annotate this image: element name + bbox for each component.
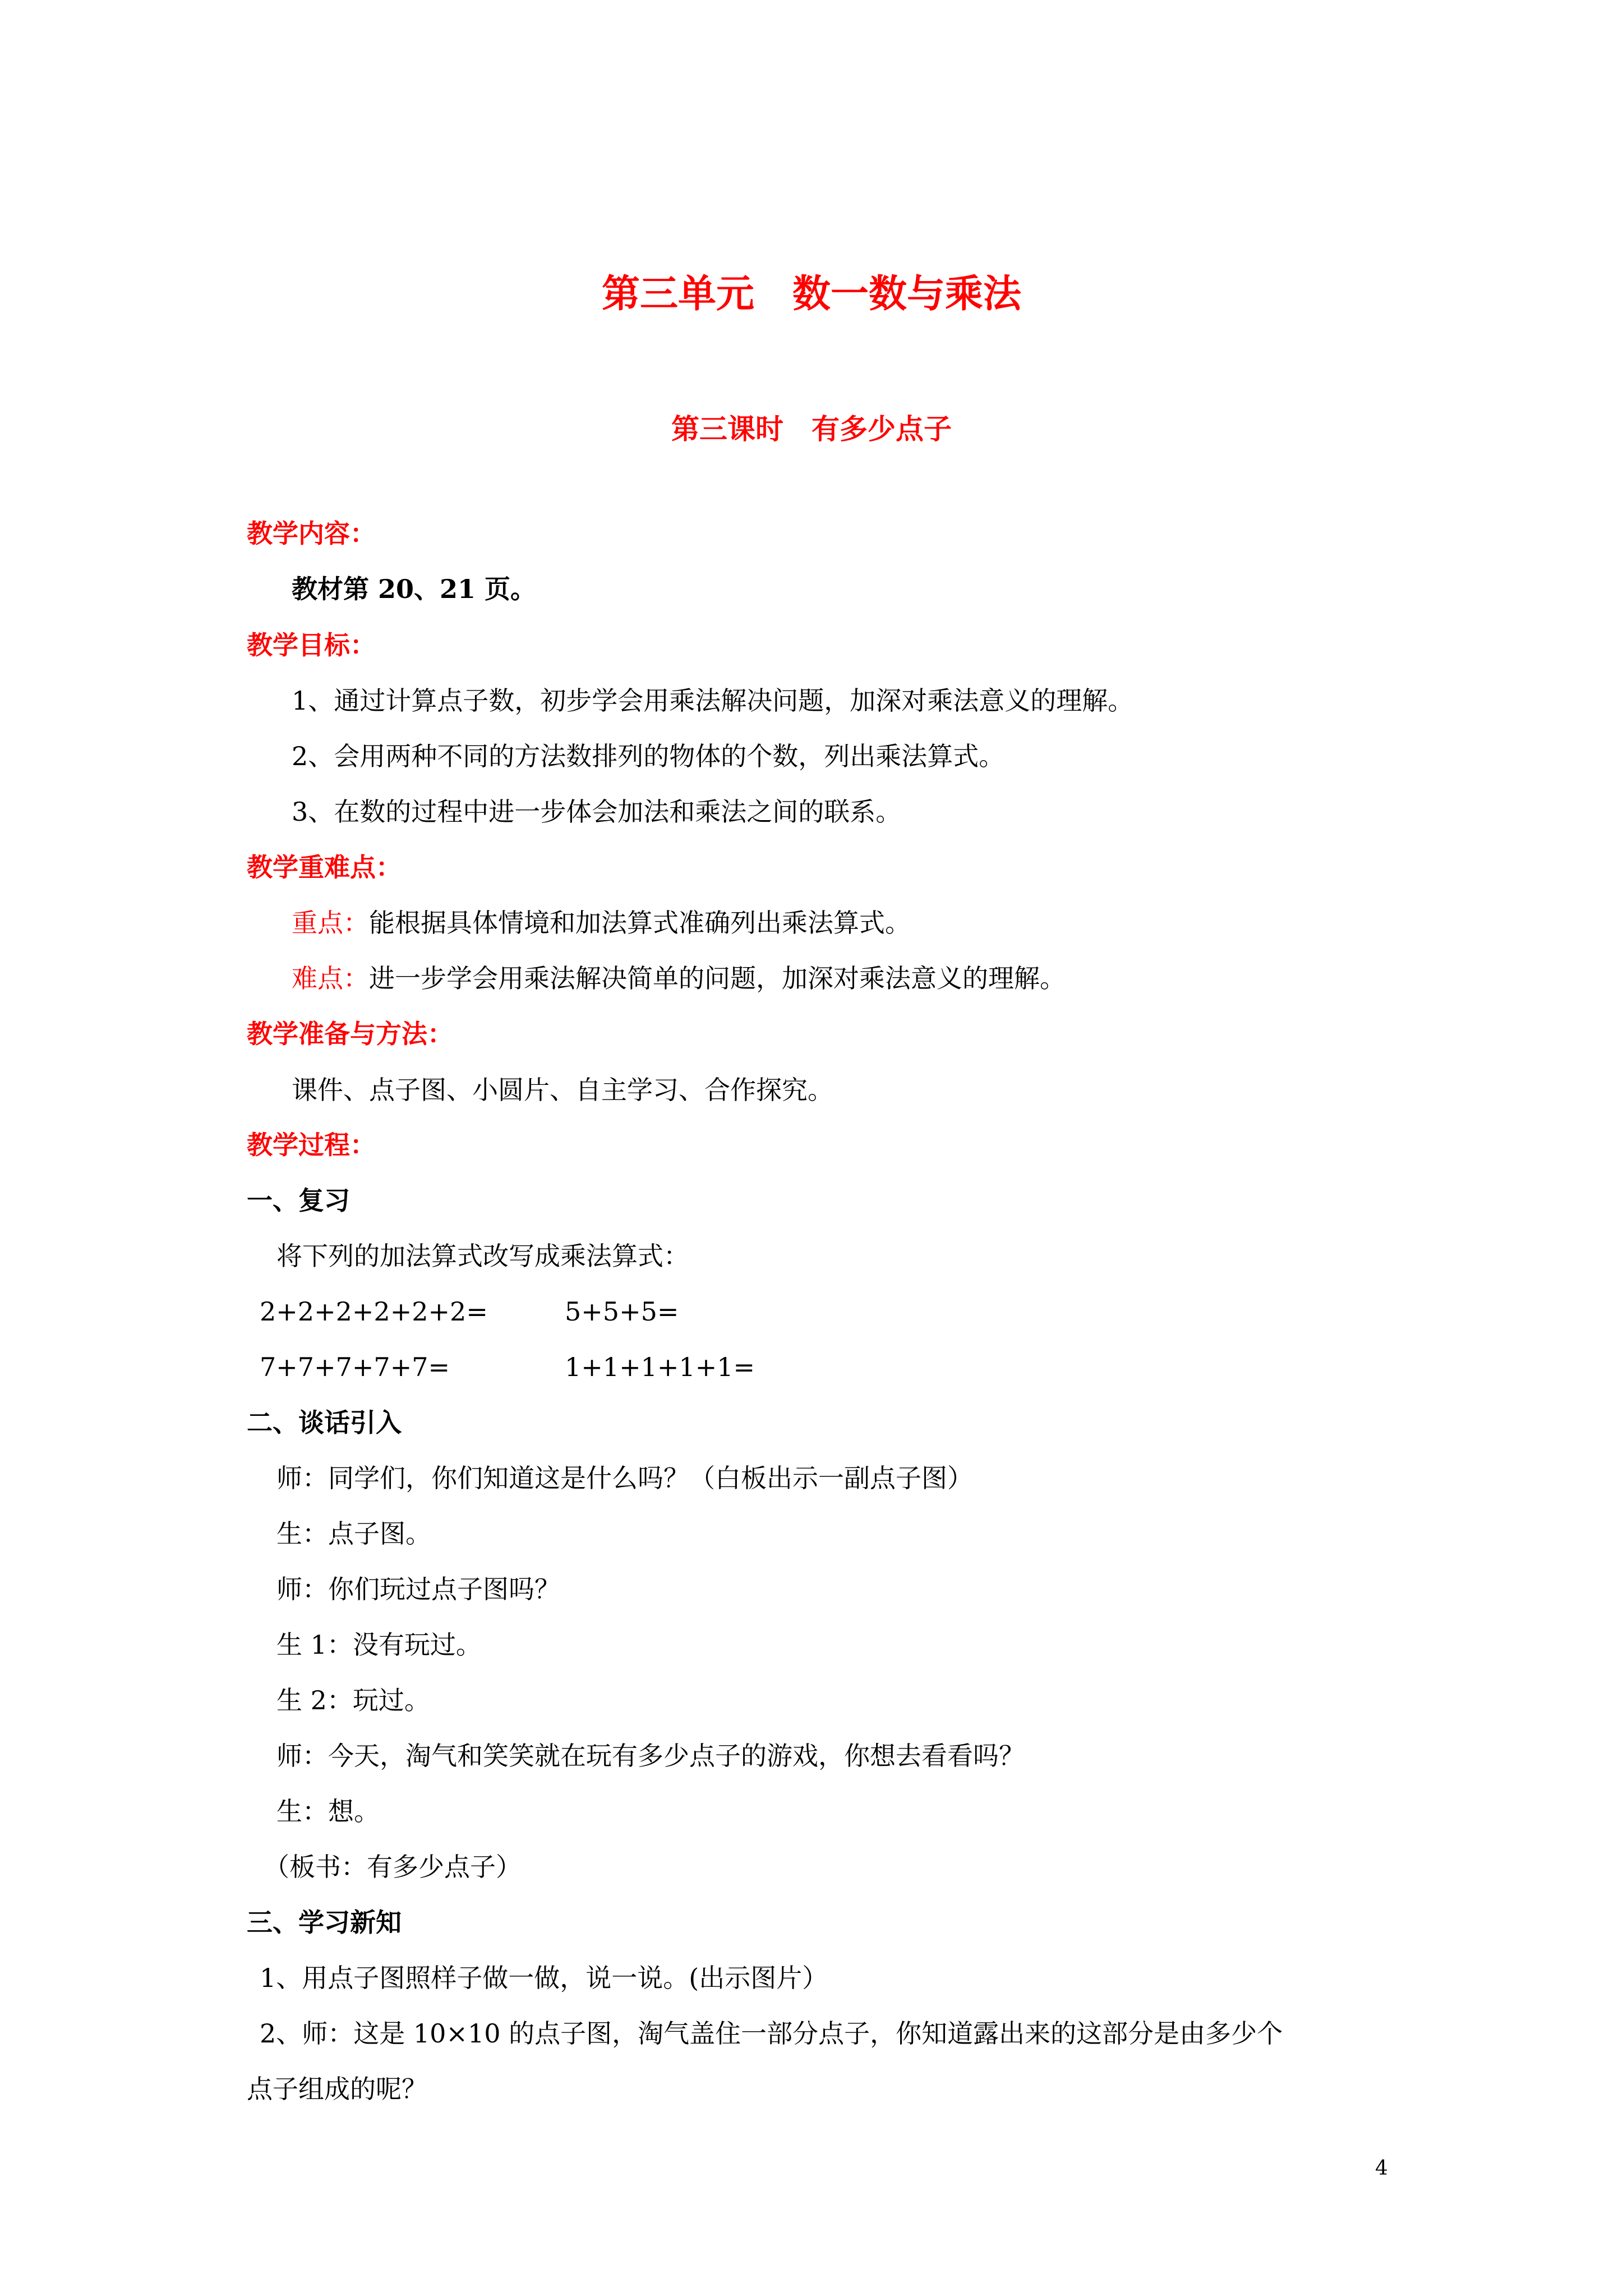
dialogue-line: 师：你们玩过点子图吗？ [276, 1574, 560, 1604]
heading-teaching-goals: 教学目标： [247, 630, 376, 660]
section-new-knowledge-heading: 三、学习新知 [247, 1907, 402, 1938]
equation: 5+5+5= [565, 1296, 679, 1327]
difficult-point-label: 难点： [292, 963, 369, 993]
dialogue-line: 生 2：玩过。 [276, 1685, 430, 1715]
new-knowledge-item: 2、师：这是 10×10 的点子图，淘气盖住一部分点子，你知道露出来的这部分是由多少个 [260, 2018, 1283, 2049]
review-instruction: 将下列的加法算式改写成乘法算式： [276, 1241, 689, 1271]
dialogue-line: 生：想。 [276, 1796, 380, 1826]
page-number: 4 [1375, 2157, 1388, 2180]
heading-preparation-method: 教学准备与方法： [247, 1019, 453, 1049]
dialogue-line: 生 1：没有玩过。 [276, 1630, 482, 1660]
section-review-heading: 一、复习 [247, 1185, 350, 1216]
heading-key-difficult-points: 教学重难点： [247, 852, 402, 882]
preparation-text: 课件、点子图、小圆片、自主学习、合作探究。 [292, 1075, 833, 1105]
lesson-subtitle: 第三课时 有多少点子 [671, 412, 952, 445]
equation: 7+7+7+7+7= [260, 1352, 450, 1382]
key-point-text: 能根据具体情境和加法算式准确列出乘法算式。 [369, 908, 911, 938]
goal-item: 2、会用两种不同的方法数排列的物体的个数，列出乘法算式。 [292, 741, 1005, 771]
equation: 2+2+2+2+2+2= [260, 1296, 488, 1327]
dialogue-line: 师：同学们，你们知道这是什么吗？（白板出示一副点子图） [276, 1463, 973, 1493]
board-note: （板书：有多少点子） [264, 1852, 522, 1882]
difficult-point-line [292, 965, 1066, 991]
key-point-line [292, 910, 911, 936]
dialogue-line: 师：今天，淘气和笑笑就在玩有多少点子的游戏，你想去看看吗？ [276, 1741, 1025, 1771]
equation: 1+1+1+1+1= [565, 1352, 755, 1382]
heading-teaching-process: 教学过程： [247, 1130, 376, 1160]
teaching-content-text: 教材第 20、21 页。 [292, 574, 537, 604]
unit-title: 第三单元 数一数与乘法 [601, 272, 1021, 316]
dialogue-line: 生：点子图。 [276, 1519, 431, 1549]
goal-item: 1、通过计算点子数，初步学会用乘法解决问题，加深对乘法意义的理解。 [292, 685, 1134, 716]
new-knowledge-item-continued: 点子组成的呢？ [247, 2074, 427, 2104]
new-knowledge-item: 1、用点子图照样子做一做，说一说。(出示图片） [260, 1963, 828, 1993]
section-intro-heading: 二、谈话引入 [247, 1407, 402, 1438]
goal-item: 3、在数的过程中进一步体会加法和乘法之间的联系。 [292, 797, 902, 827]
key-point-label: 重点： [292, 908, 369, 938]
difficult-point-text: 进一步学会用乘法解决简单的问题，加深对乘法意义的理解。 [369, 963, 1066, 993]
heading-teaching-content: 教学内容： [247, 518, 376, 549]
